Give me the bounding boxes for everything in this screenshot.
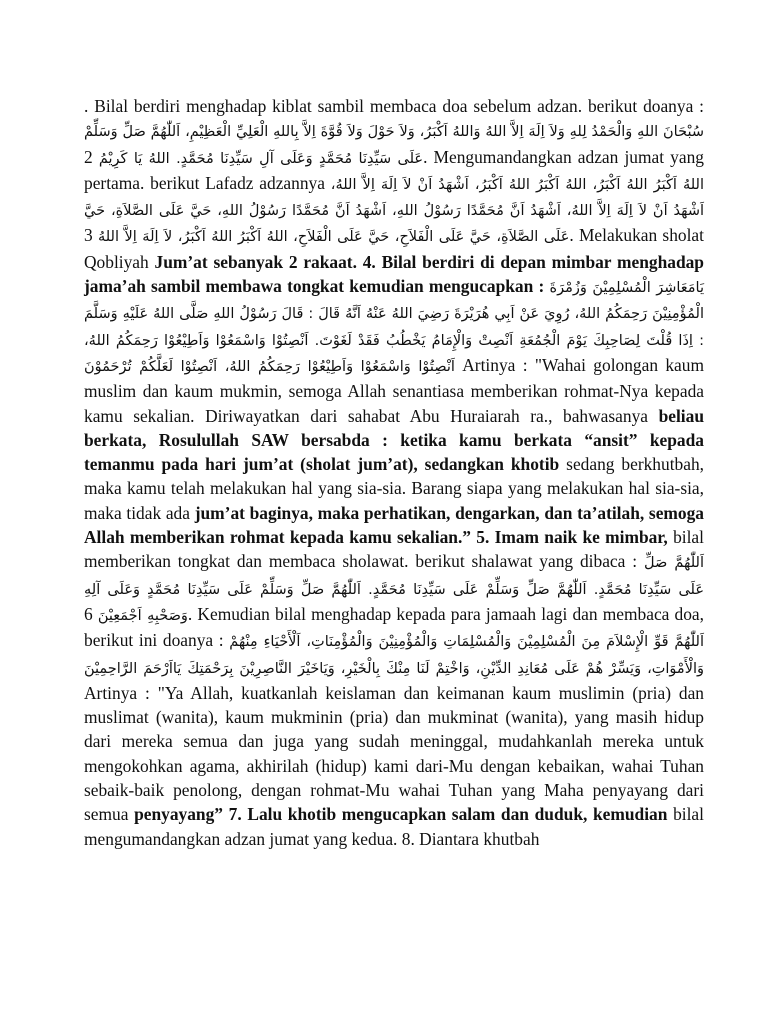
arabic-prayer-for-muslims: اَللّٰهُمَّ قَوِّ الْإِسْلاَمَ مِنَ الْمُسْلِمِيْنَ وَالْمُسْلِمَاتِ وَالْمُؤْمِنِيْنَ وَالْمُؤْمِنَاتِ، اَلْأَحْيَاءِ مِنْهُمْ وَالْأَمْوَاتِ، وَيَسِّرْ هُمْ عَلَى مُعَانِدِ الدِّيْنِ، وَاخْتِمْ لَنَا مِنْكَ بِالْخَيْرِ، وَيَاخَيْرَ النَّاصِرِيْنَ بِرَحْمَتِكَ يَااَرْحَمَ الرَّاحِمِيْنَ (84, 634, 704, 677)
translation-1-hadith: beliau berkata, Rosulullah SAW bersabda : ketika kamu berkata “ansit” kepada temanmu pada hari jum’at (sholat jum’at), sedangkan khotib (84, 405, 704, 475)
translation-1-continued: sedang berkhutbah, maka kamu telah melakukan hal yang sia-sia. Barang siapa yang melakukan hal sia-sia, maka tidak ada (84, 454, 704, 523)
step-3-text: 3. Melakukan sholat Qobliyah (84, 225, 704, 272)
translation-1-end: jum’at baginya, maka perhatikan, dengarkan, dan ta’atilah, semoga Allah memberikan rohmat kepada kamu sekalian.” 5. Imam naik ke mimbar, (84, 502, 704, 548)
arabic-adzan: اللهُ اَكْبَرُ اللهُ اَكْبَرُ، اللهُ اَكْبَرُ اللهُ اَكْبَرُ، اَشْهَدُ اَنْ لاَ اِلَهَ اِلاَّ اللهُ، اَشْهَدُ اَنْ لاَ اِلَهَ اِلاَّ اللهُ، اَشْهَدُ اَنَّ مُحَمَّدًا رَسُوْلُ اللهِ، اَشْهَدُ اَنَّ مُحَمَّدًا رَسُوْلُ اللهِ، حَيَّ عَلَى الصَّلاَةِ، حَيَّ عَلَى الصَّلاَةِ، حَيَّ عَلَى الْفَلاَحِ، حَيَّ عَلَى الْفَلاَحِ، اللهُ اَكْبَرُ اللهُ اَكْبَرُ، لاَ اِلَهَ اِلاَّ اللهُ (84, 176, 704, 246)
arabic-announcement: يَامَعَاشِرَ الْمُسْلِمِيْنَ وَزُمْرَةَ الْمُؤْمِنِيْنَ رَحِمَكُمُ اللهُ، رُوِيَ عَنْ اَبِي هُرَيْرَةَ رَضِيَ اللهُ عَنْهُ اَنَّهُ قَالَ : قَالَ رَسُوْلُ اللهِ صَلَّى اللهُ عَلَيْهِ وَسَلَّمَ : اِذَا قُلْتَ لِصَاحِبِكَ يَوْمَ الْجُمُعَةِ اَنْصِتْ وَالْإِمَامُ يَخْطُبُ فَقَدْ لَغَوْتَ. اَنْصِتُوْا وَاسْمَعُوْا وَاَطِيْعُوْا رَحِمَكُمُ اللهُ، اَنْصِتُوْا وَاسْمَعُوْا وَاَطِيْعُوْا رَحِمَكُمُ اللهُ، اَنْصِتُوْا لَعَلَّكُمْ تُرْحَمُوْنَ (84, 280, 704, 375)
step-2-text: 2. Mengumandangkan adzan jumat yang pertama. berikut Lafadz adzannya (84, 146, 704, 193)
document-text (84, 94, 704, 851)
arabic-sholawat: اَللّٰهُمَّ صَلِّ عَلَى سَيِّدِنَا مُحَمَّدٍ. اَللّٰهُمَّ صَلِّ وَسَلِّمْ عَلَى سَيِّدِنَا مُحَمَّدٍ. اَللّٰهُمَّ صَلِّ وَسَلِّمْ عَلَى سَيِّدِنَا مُحَمَّدٍ وَعَلَى آلِهِ وَصَحْبِهِ اَجْمَعِيْنَ (84, 555, 704, 624)
step-7-text: penyayang” 7. Lalu khotib mengucapkan salam dan duduk, kemudian (134, 804, 668, 825)
document-body (84, 94, 704, 851)
step-8-text: bilal mengumandangkan adzan jumat yang kedua. 8. Diantara khutbah (84, 804, 704, 849)
arabic-prayer-before-adzan: سُبْحَانَ اللهِ وَالْحَمْدُ لِلهِ وَلاَ اِلَهَ اِلاَّ اللهُ وَاللهُ اَكْبَرُ، وَلاَ حَوْلَ وَلاَ قُوَّةَ اِلاَّ بِاللهِ الْعَلِيِّ الْعَظِيْمِ، اَللّٰهُمَّ صَلِّ وَسَلِّمْ عَلَى سَيِّدِنَا مُحَمَّدٍ وَعَلَى آلِ سَيِّدِنَا مُحَمَّدٍ. اللهُ يَا كَرِيْمُ (84, 124, 704, 167)
step-6-text: 6. Kemudian bilal menghadap kepada para jamaah lagi dan membaca doa, berikut ini doanya : (84, 603, 704, 651)
translation-2-text: Artinya : "Ya Allah, kuatkanlah keislaman dan keimanan kaum muslimin (pria) dan muslimat (wanita), kaum mukminin (pria) dan mukminat (wanita), yang masih hidup dari mereka semua dan juga yang sudah meninggal, mudahkanlah mereka untuk mengokohkan agama, akhirilah (hidup) kami dari-Mu dengan kebaikan, wahai Tuhan sebaik-baik penolong, dengan rohmat-Mu wahai Tuhan yang Maha penyayang dari semua (84, 682, 704, 825)
translation-1-text: Artinya : "Wahai golongan kaum muslim dan kaum mukmin, semoga Allah senantiasa memberikan rohmat-Nya kepada kamu sekalian. Diriwayatkan dari sahabat Abu Huraiarah ra., bahwasanya (84, 354, 704, 426)
step-1-text: . Bilal berdiri menghadap kiblat sambil membaca doa sebelum adzan. berikut doanya : (84, 96, 704, 116)
step-5-text: bilal memberikan tongkat dan membaca sholawat. berikut shalawat yang dibaca : (84, 527, 704, 572)
step-4-text: Jum’at sebanyak 2 rakaat. 4. Bilal berdiri di depan mimbar menghadap jama’ah sambil membawa tongkat kemudian mengucapkan : (84, 251, 704, 297)
